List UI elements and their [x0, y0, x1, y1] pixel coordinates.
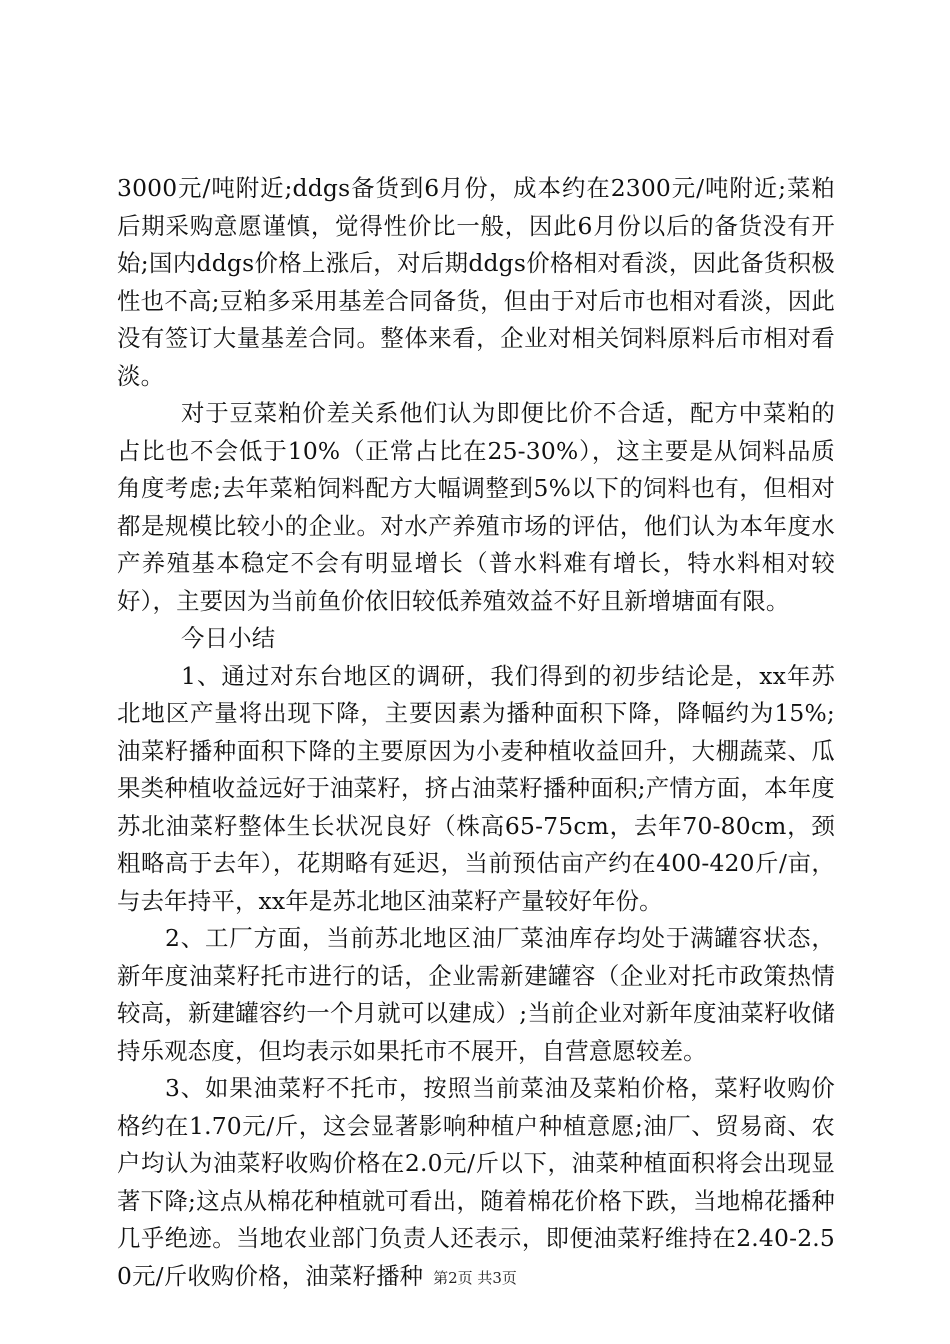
summary-point-1: 1、通过对东台地区的调研，我们得到的初步结论是，xx年苏北地区产量将出现下降，主要因素为播种面积下降，降幅约为15%;油菜籽播种面积下降的主要原因为小麦种植收益回升，大棚蔬菜、瓜果类种植收益远好于油菜籽，挤占油菜籽播种面积;产情方面，本年度苏北油菜籽整体生长状况良好（株高65-75cm，去年70-80cm，颈粗略高于去年），花期略有延迟，当前预估亩产约在400-420斤/亩，与去年持平，xx年是苏北地区油菜籽产量较好年份。	[117, 661, 835, 915]
document-body	[117, 170, 835, 1295]
section-heading-daily-summary: 今日小结	[181, 624, 276, 652]
page-footer: 第2页 共3页	[433, 1269, 517, 1287]
paragraph-continuation: 3000元/吨附近;ddgs备货到6月份，成本约在2300元/吨附近;菜粕后期采购意愿谨慎，觉得性价比一般，因此6月份以后的备货没有开始;国内ddgs价格上涨后，对后期ddgs价格相对看淡，因此备货积极性也不高;豆粕多采用基差合同备货，但由于对后市也相对看淡，因此没有签订大量基差合同。整体来看，企业对相关饲料原料后市相对看淡。	[117, 174, 835, 390]
paragraph-meal-spread: 对于豆菜粕价差关系他们认为即便比价不合适，配方中菜粕的占比也不会低于10%（正常占比在25-30%），这主要是从饲料品质角度考虑;去年菜粕饲料配方大幅调整到5%以下的饲料也有，但相对都是规模比较小的企业。对水产养殖市场的评估，他们认为本年度水产养殖基本稳定不会有明显增长（普水料难有增长，特水料相对较好），主要因为当前鱼价依旧较低养殖效益不好且新增塘面有限。	[117, 399, 835, 615]
summary-point-2: 2、工厂方面，当前苏北地区油厂菜油库存均处于满罐容状态，新年度油菜籽托市进行的话，企业需新建罐容（企业对托市政策热情较高，新建罐容约一个月就可以建成）;当前企业对新年度油菜籽收储持乐观态度，但均表示如果托市不展开，自营意愿较差。	[117, 924, 835, 1065]
summary-point-3: 3、如果油菜籽不托市，按照当前菜油及菜粕价格，菜籽收购价格约在1.70元/斤，这会显著影响种植户种植意愿;油厂、贸易商、农户均认为油菜籽收购价格在2.0元/斤以下，油菜种植面积将会出现显著下降;这点从棉花种植就可看出，随着棉花价格下跌，当地棉花播种几乎绝迹。当地农业部门负责人还表示，即便油菜籽维持在2.40-2.50元/斤收购价格，油菜籽播种	[117, 1074, 835, 1290]
